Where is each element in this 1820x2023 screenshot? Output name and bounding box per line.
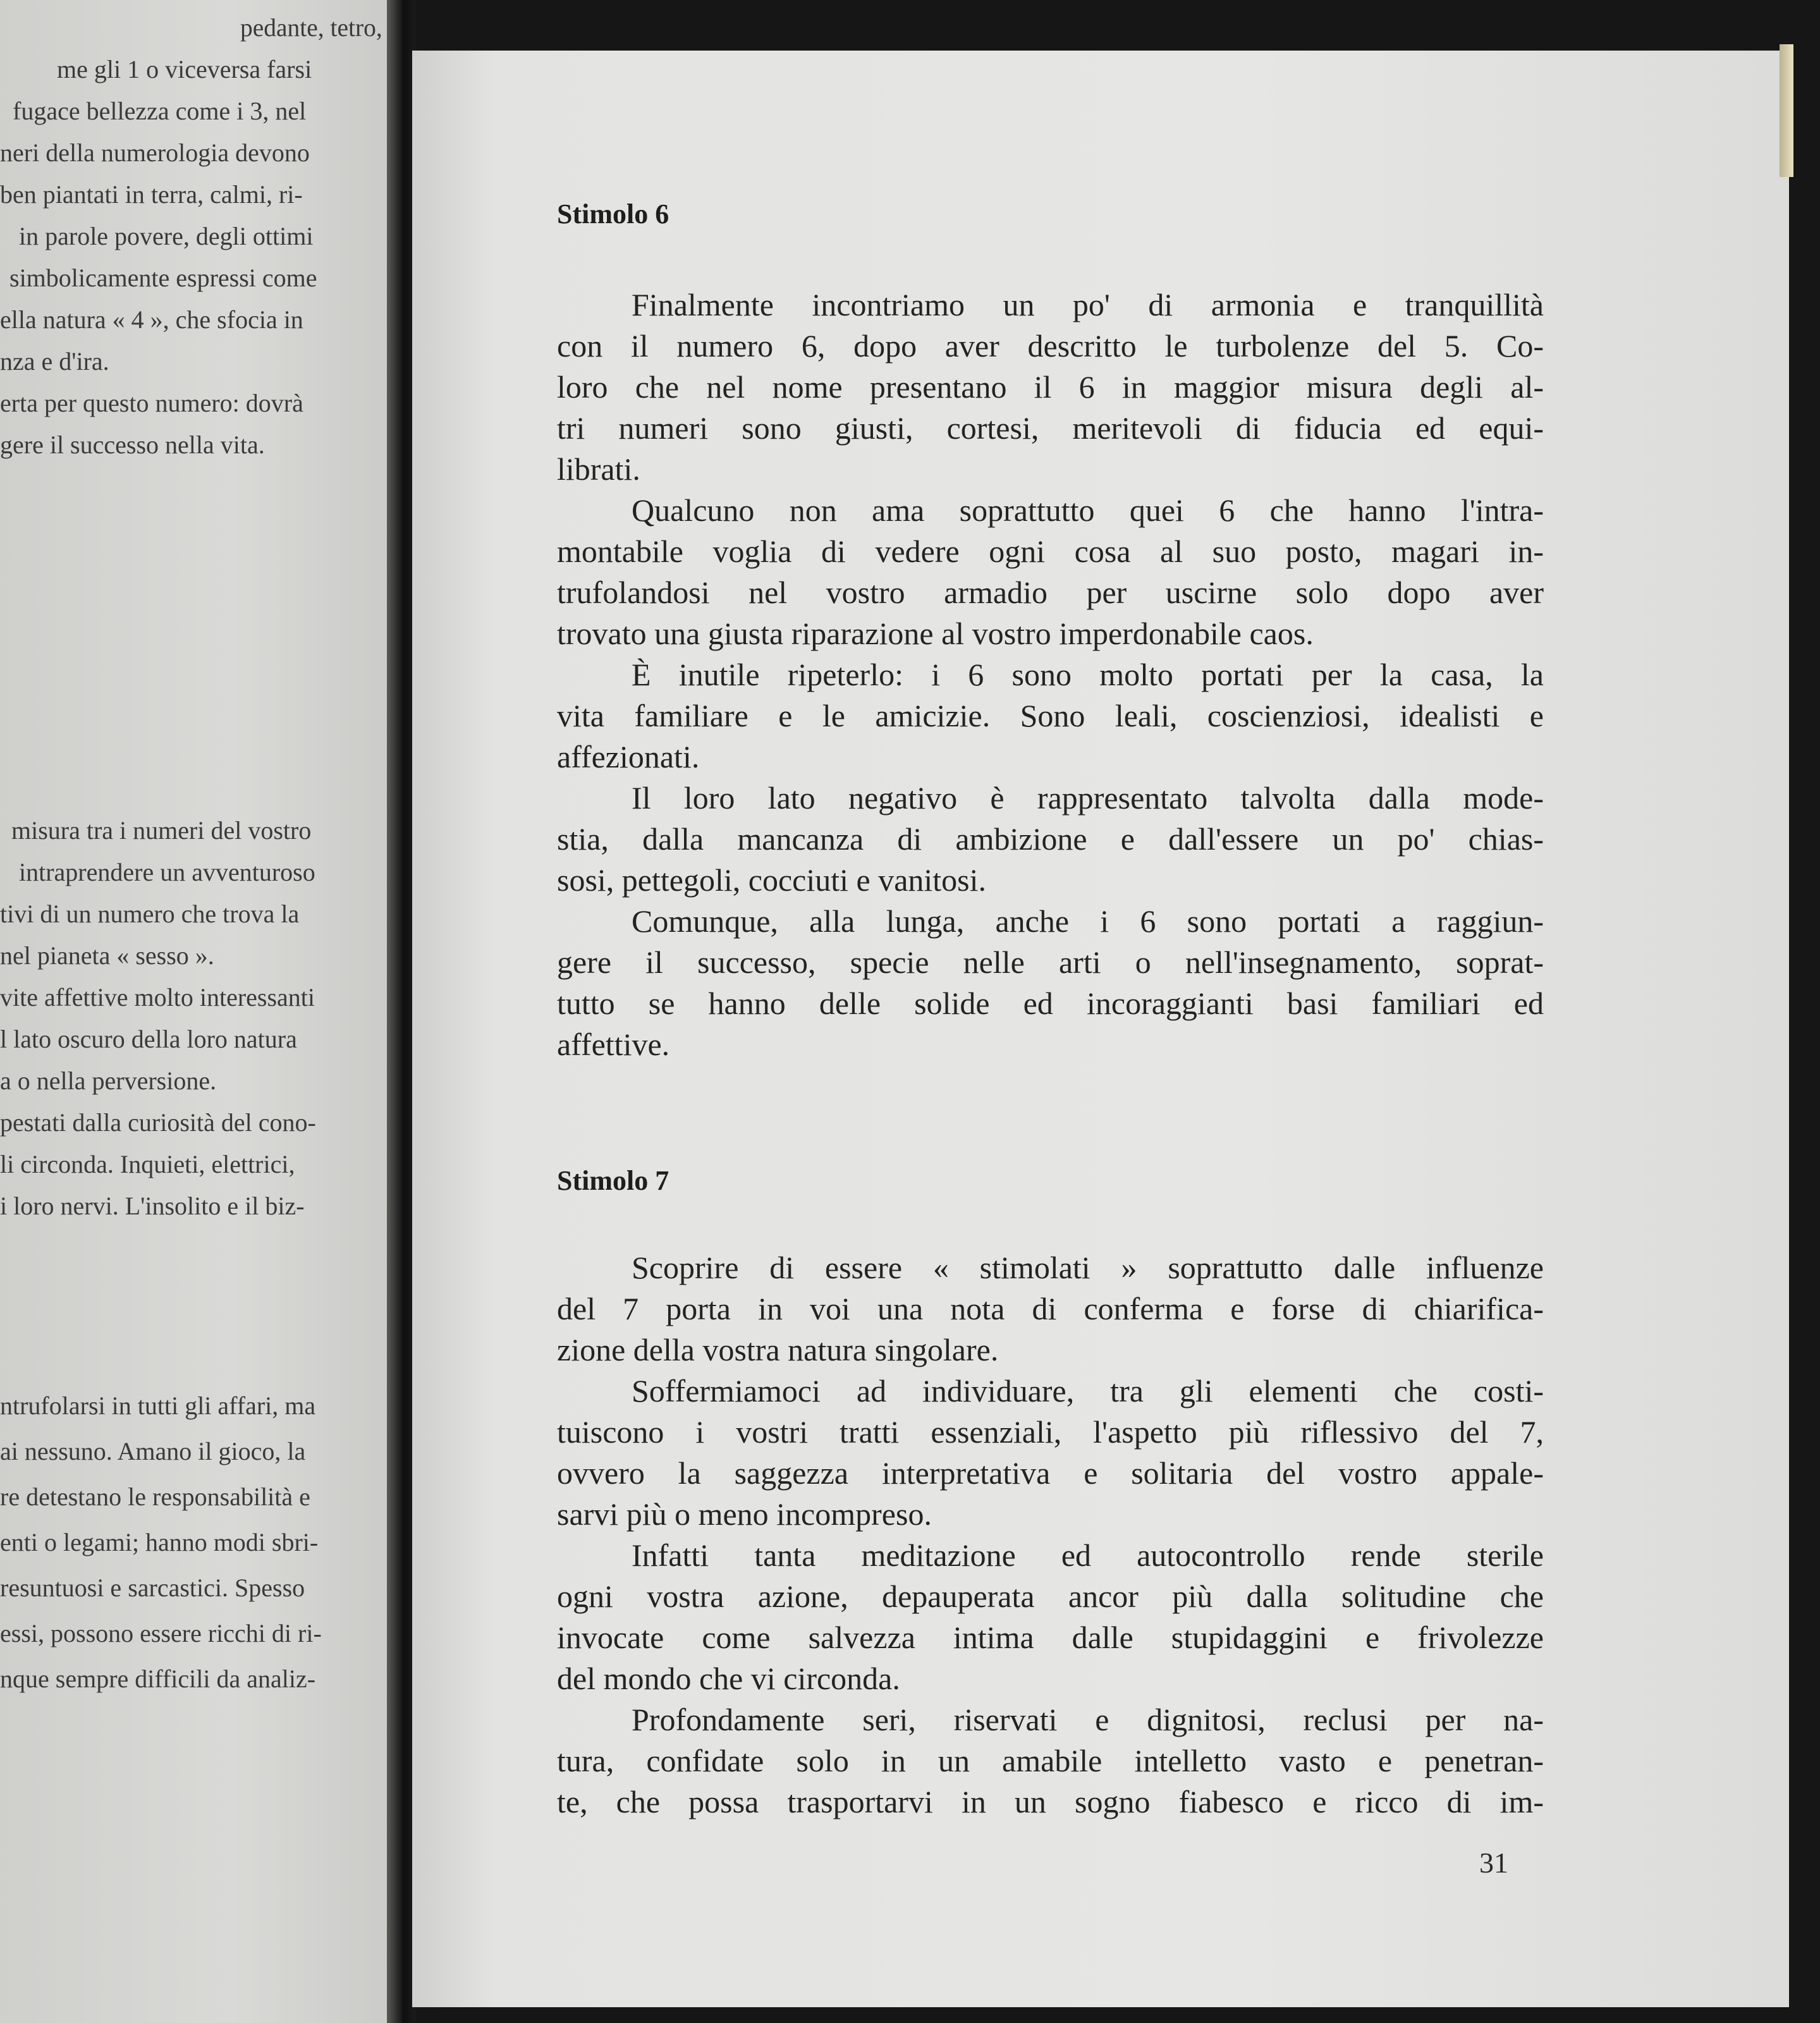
- section-body-stimolo-6: [557, 284, 1544, 1065]
- text-line: Scoprire di essere « stimolati » soprattutto dalle influenze: [632, 1250, 1544, 1285]
- left-page-text-line: ben piantati in terra, calmi, ri-: [0, 180, 303, 209]
- paragraph: [557, 1371, 1544, 1535]
- left-page-text-line: i loro nervi. L'insolito e il biz-: [0, 1192, 305, 1220]
- text-line: del mondo che vi circonda.: [557, 1661, 900, 1696]
- text-line: Qualcuno non ama soprattutto quei 6 che hanno l'intra-: [632, 492, 1544, 528]
- left-page-text-line: me gli 1 o viceversa farsi: [57, 55, 312, 83]
- text-line: affettive.: [557, 1027, 670, 1062]
- paragraph: [557, 1535, 1544, 1699]
- left-page-text-line: essi, possono essere ricchi di ri-: [0, 1619, 322, 1647]
- text-line: Il loro lato negativo è rappresentato talvolta dalla mode-: [632, 780, 1544, 816]
- left-page-text-line: re detestano le responsabilità e: [0, 1482, 310, 1511]
- text-line: affezionati.: [557, 739, 700, 774]
- section-body-stimolo-7: [557, 1247, 1544, 1823]
- text-line: Soffermiamoci ad individuare, tra gli elementi che costi-: [632, 1373, 1544, 1409]
- left-page-text-line: l lato oscuro della loro natura: [0, 1025, 297, 1053]
- paragraph: [557, 654, 1544, 778]
- text-line: ogni vostra azione, depauperata ancor più dalla solitudine che: [557, 1579, 1544, 1614]
- text-line: Finalmente incontriamo un po' di armonia e tranquillità: [632, 287, 1544, 322]
- text-line: invocate come salvezza intima dalle stupidaggini e frivolezze: [557, 1620, 1544, 1655]
- left-page-text-line: ai nessuno. Amano il gioco, la: [0, 1437, 306, 1465]
- text-line: zione della vostra natura singolare.: [557, 1332, 999, 1367]
- text-line: stia, dalla mancanza di ambizione e dall'essere un po' chias-: [557, 821, 1544, 857]
- left-page-text-line: tivi di un numero che trova la: [0, 900, 300, 928]
- paragraph: [557, 490, 1544, 654]
- left-page-text-line: erta per questo numero: dovrà: [0, 389, 303, 417]
- right-page: [412, 51, 1789, 2007]
- text-line: con il numero 6, dopo aver descritto le turbolenze del 5. Co-: [557, 328, 1544, 364]
- paragraph: [557, 778, 1544, 901]
- text-line: Infatti tanta meditazione ed autocontrollo rende sterile: [632, 1537, 1544, 1573]
- left-page-text-line: pestati dalla curiosità del cono-: [0, 1108, 316, 1137]
- paragraph: [557, 284, 1544, 490]
- text-line: librati.: [557, 451, 640, 487]
- text-line: trovato una giusta riparazione al vostro imperdonabile caos.: [557, 616, 1314, 651]
- left-page-text-line: fugace bellezza come i 3, nel: [13, 97, 307, 125]
- left-page-text-line: simbolicamente espressi come: [9, 264, 317, 292]
- text-line: montabile voglia di vedere ogni cosa al suo posto, magari in-: [557, 534, 1544, 569]
- left-page-text-line: gere il successo nella vita.: [0, 431, 265, 459]
- left-page-text-line: ella natura « 4 », che sfocia in: [0, 305, 303, 334]
- page-edge: [1780, 44, 1793, 177]
- text-line: sarvi più o meno incompreso.: [557, 1496, 932, 1532]
- left-page-text-line: enti o legami; hanno modi sbri-: [0, 1528, 319, 1556]
- left-page-text-line: pedante, tetro,: [240, 13, 382, 42]
- text-line: tura, confidate solo in un amabile intelletto vasto e penetran-: [557, 1743, 1544, 1778]
- text-line: trufolandosi nel vostro armadio per uscirne solo dopo aver: [557, 575, 1544, 610]
- text-line: vita familiare e le amicizie. Sono leali, coscienziosi, idealisti e: [557, 698, 1544, 733]
- left-page-text-line: a o nella perversione.: [0, 1067, 217, 1095]
- left-page: [0, 0, 389, 2023]
- book-gutter: [387, 0, 415, 2023]
- paragraph: [557, 901, 1544, 1065]
- left-page-text-line: nza e d'ira.: [0, 347, 109, 376]
- left-page-text-line: ntrufolarsi in tutti gli affari, ma: [0, 1391, 316, 1420]
- section-heading-stimolo-6: Stimolo 6: [557, 199, 669, 229]
- page-number: 31: [1479, 1847, 1508, 1879]
- left-page-text-line: li circonda. Inquieti, elettrici,: [0, 1150, 295, 1178]
- text-line: tri numeri sono giusti, cortesi, meritevoli di fiducia ed equi-: [557, 410, 1544, 446]
- text-line: te, che possa trasportarvi in un sogno fiabesco e ricco di im-: [557, 1784, 1544, 1819]
- text-line: loro che nel nome presentano il 6 in maggior misura degli al-: [557, 369, 1544, 405]
- left-page-text-line: neri della numerologia devono: [0, 138, 310, 167]
- section-heading-stimolo-7: Stimolo 7: [557, 1165, 669, 1196]
- paragraph: [557, 1247, 1544, 1371]
- left-page-text-line: resuntuosi e sarcastici. Spesso: [0, 1574, 305, 1602]
- left-page-text-line: nque sempre difficili da analiz-: [0, 1665, 316, 1693]
- left-page-text-line: intraprendere un avventuroso: [19, 858, 315, 886]
- left-page-text-line: in parole povere, degli ottimi: [19, 222, 314, 250]
- text-line: gere il successo, specie nelle arti o nell'insegnamento, soprat-: [557, 944, 1544, 980]
- text-line: Profondamente seri, riservati e dignitosi, reclusi per na-: [632, 1702, 1544, 1737]
- text-line: tutto se hanno delle solide ed incoraggianti basi familiari ed: [557, 986, 1544, 1021]
- left-page-text-line: nel pianeta « sesso ».: [0, 941, 214, 970]
- paragraph: [557, 1699, 1544, 1823]
- text-line: tuiscono i vostri tratti essenziali, l'aspetto più riflessivo del 7,: [557, 1414, 1544, 1450]
- left-page-text-line: misura tra i numeri del vostro: [11, 816, 312, 845]
- text-line: del 7 porta in voi una nota di conferma e forse di chiarifica-: [557, 1291, 1544, 1326]
- text-line: Comunque, alla lunga, anche i 6 sono portati a raggiun-: [632, 903, 1544, 939]
- left-page-text-line: vite affettive molto interessanti: [0, 983, 315, 1012]
- text-line: È inutile ripeterlo: i 6 sono molto portati per la casa, la: [632, 657, 1544, 692]
- text-line: ovvero la saggezza interpretativa e solitaria del vostro appale-: [557, 1455, 1544, 1491]
- text-line: sosi, pettegoli, cocciuti e vanitosi.: [557, 862, 987, 898]
